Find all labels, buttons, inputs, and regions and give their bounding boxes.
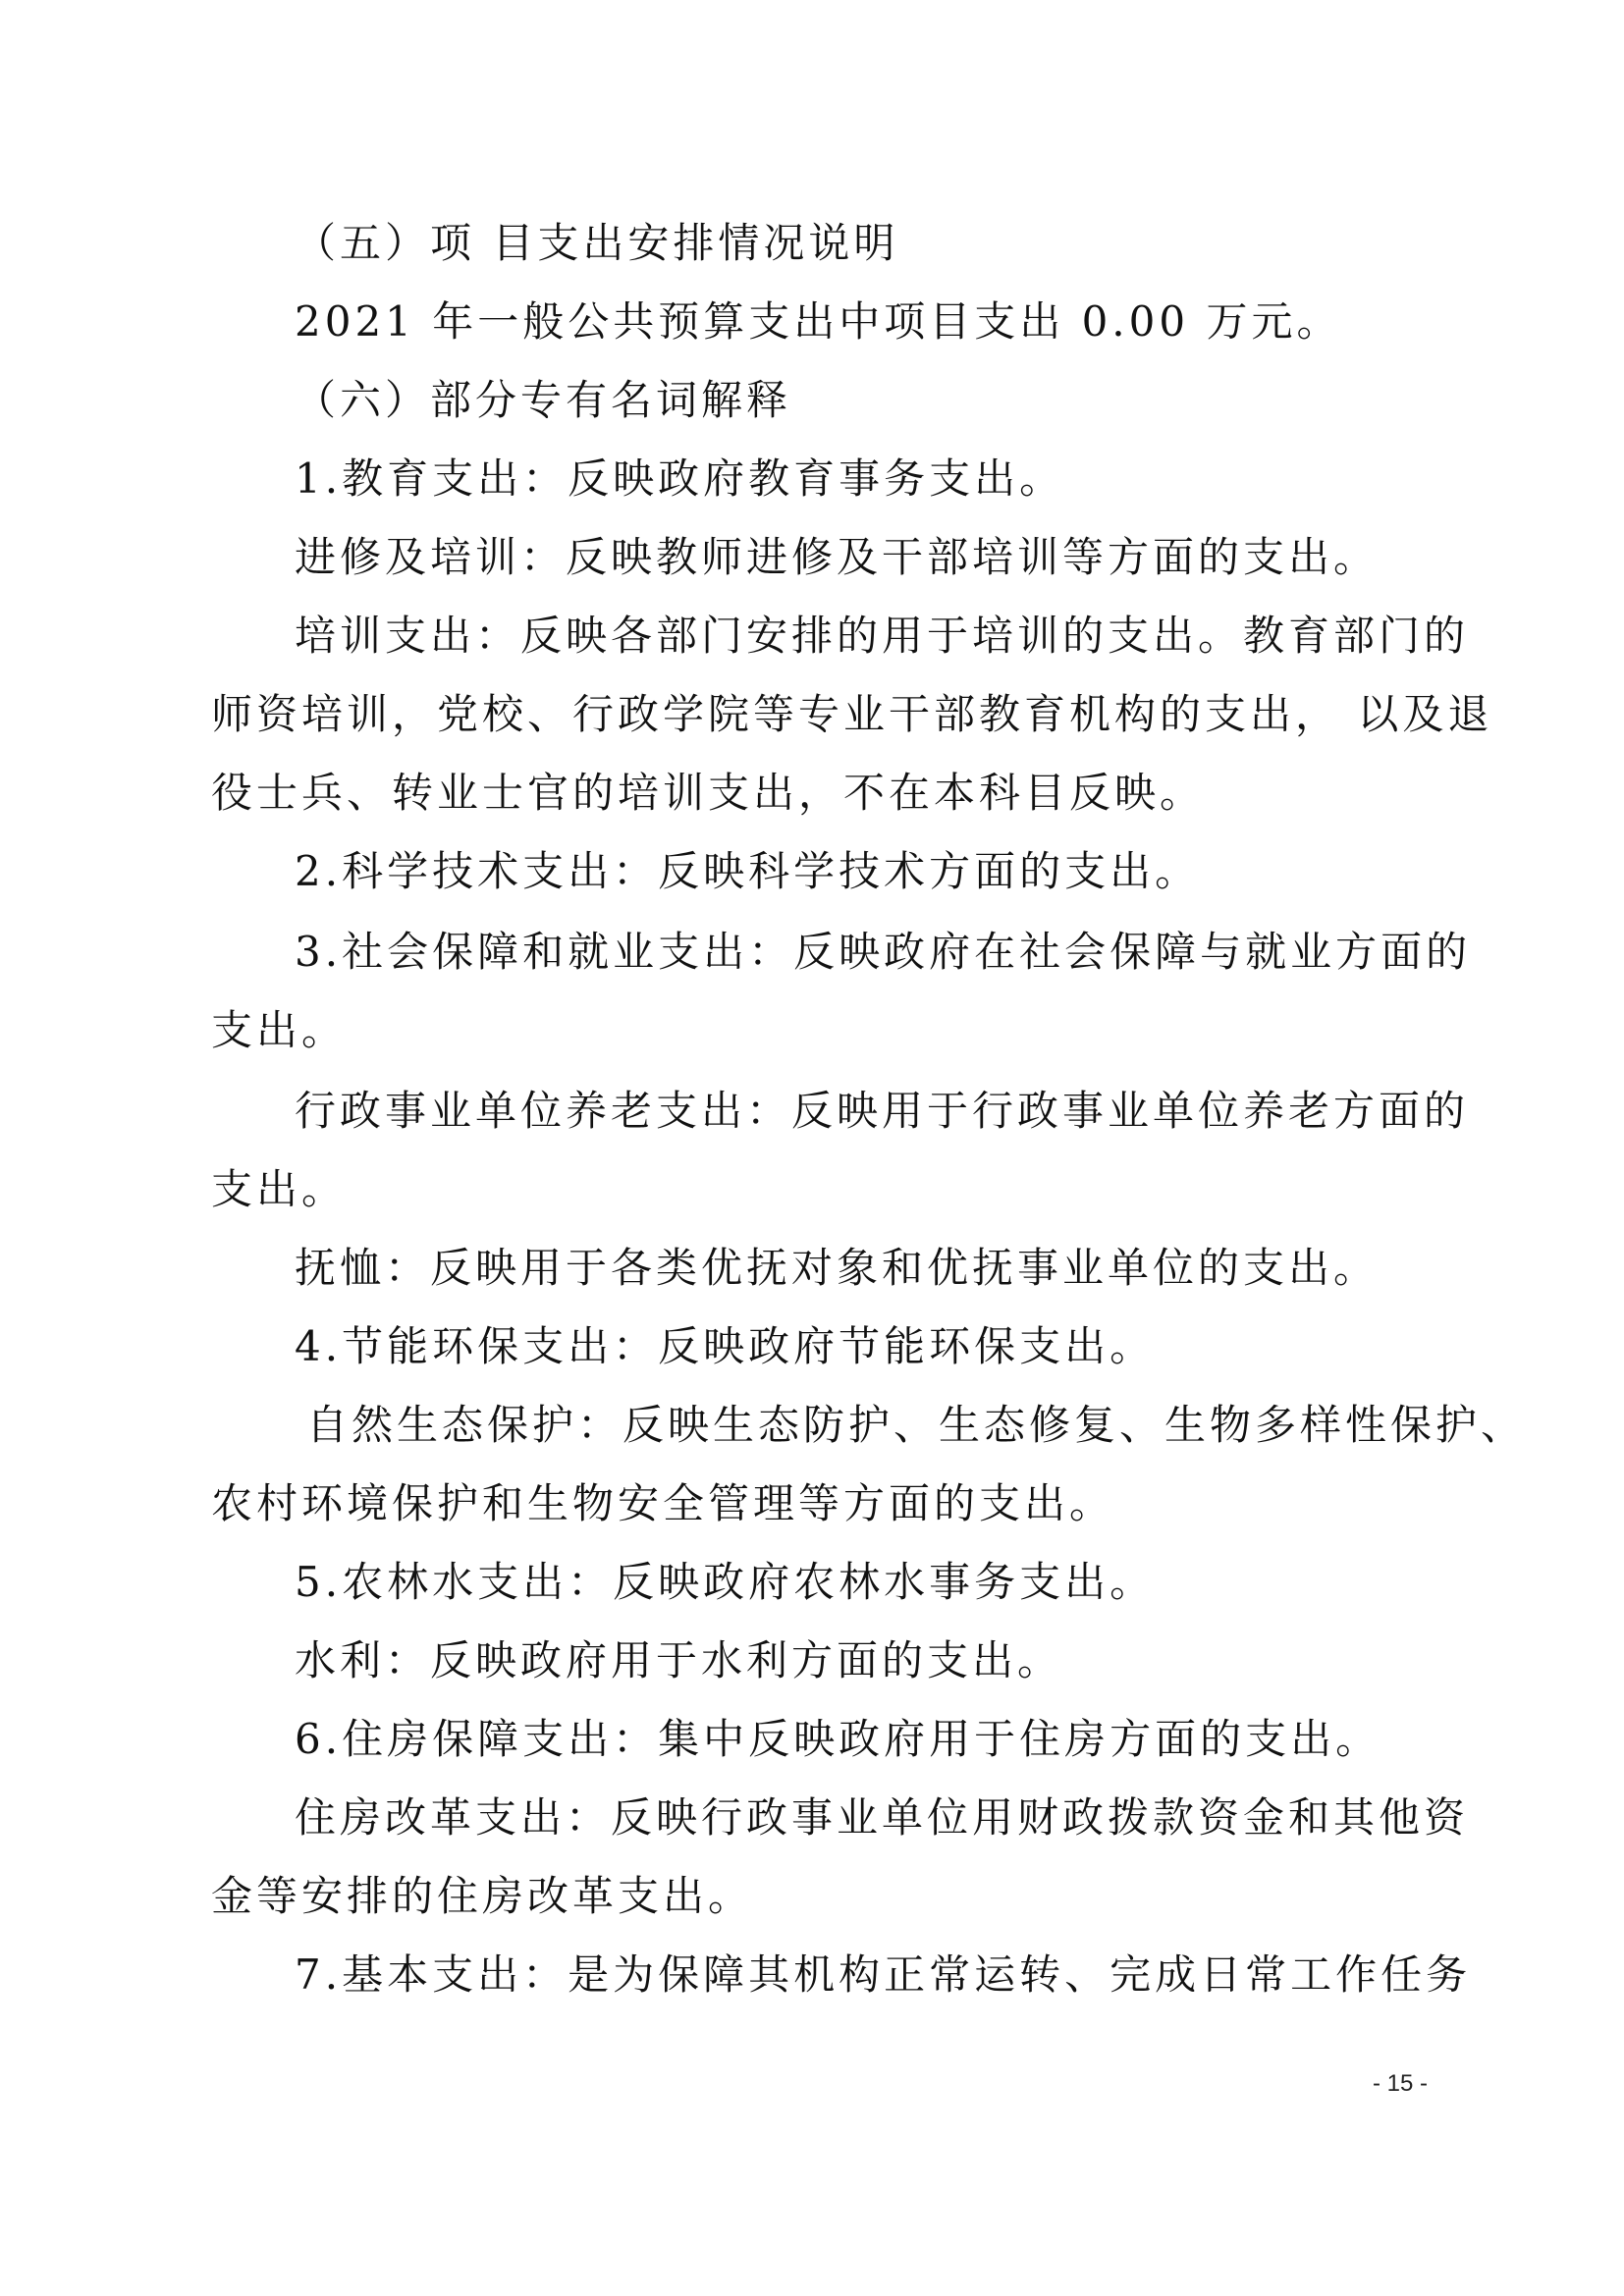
paragraph-line: 7.基本支出：是为保障其机构正常运转、完成日常工作任务 (295, 1950, 1472, 1999)
paragraph-line: 3.社会保障和就业支出：反映政府在社会保障与就业方面的 (295, 928, 1472, 976)
paragraph-line: 自然生态保护：反映生态防护、生态修复、生物多样性保护、 (306, 1401, 1527, 1449)
paragraph-line: 支出。 (211, 1165, 348, 1213)
paragraph-line: 行政事业单位养老支出：反映用于行政事业单位养老方面的 (295, 1087, 1470, 1135)
section-heading-5: （五）项 目支出安排情况说明 (295, 219, 899, 267)
paragraph-line: 住房改革支出：反映行政事业单位用财政拨款资金和其他资 (295, 1793, 1470, 1842)
paragraph-line: 金等安排的住房改革支出。 (211, 1872, 754, 1920)
paragraph-line: 农村环境保护和生物安全管理等方面的支出。 (211, 1479, 1115, 1527)
paragraph-line: 2.科学技术支出：反映科学技术方面的支出。 (295, 847, 1201, 895)
paragraph-line: 4.节能环保支出：反映政府节能环保支出。 (295, 1322, 1156, 1370)
paragraph-line: 支出。 (211, 1006, 348, 1054)
section-heading-6: （六）部分专有名词解释 (295, 376, 792, 424)
paragraph-line: 培训支出：反映各部门安排的用于培训的支出。教育部门的 (295, 612, 1470, 660)
paragraph-line: 水利：反映政府用于水利方面的支出。 (295, 1636, 1063, 1684)
paragraph-line: 1.教育支出：反映政府教育事务支出。 (295, 454, 1065, 503)
paragraph-line: 师资培训，党校、行政学院等专业干部教育机构的支出， 以及退 (211, 690, 1493, 738)
paragraph-line: 役士兵、转业士官的培训支出，不在本科目反映。 (211, 769, 1206, 817)
paragraph-line: 6.住房保障支出：集中反映政府用于住房方面的支出。 (295, 1715, 1381, 1763)
paragraph-line: 抚恤：反映用于各类优抚对象和优抚事业单位的支出。 (295, 1244, 1380, 1292)
page-number: - 15 - (1372, 2070, 1428, 2097)
paragraph-line: 5.农林水支出：反映政府农林水事务支出。 (295, 1558, 1156, 1606)
paragraph-line: 2021 年一般公共预算支出中项目支出 0.00 万元。 (295, 297, 1342, 346)
paragraph-line: 进修及培训：反映教师进修及干部培训等方面的支出。 (295, 533, 1380, 581)
